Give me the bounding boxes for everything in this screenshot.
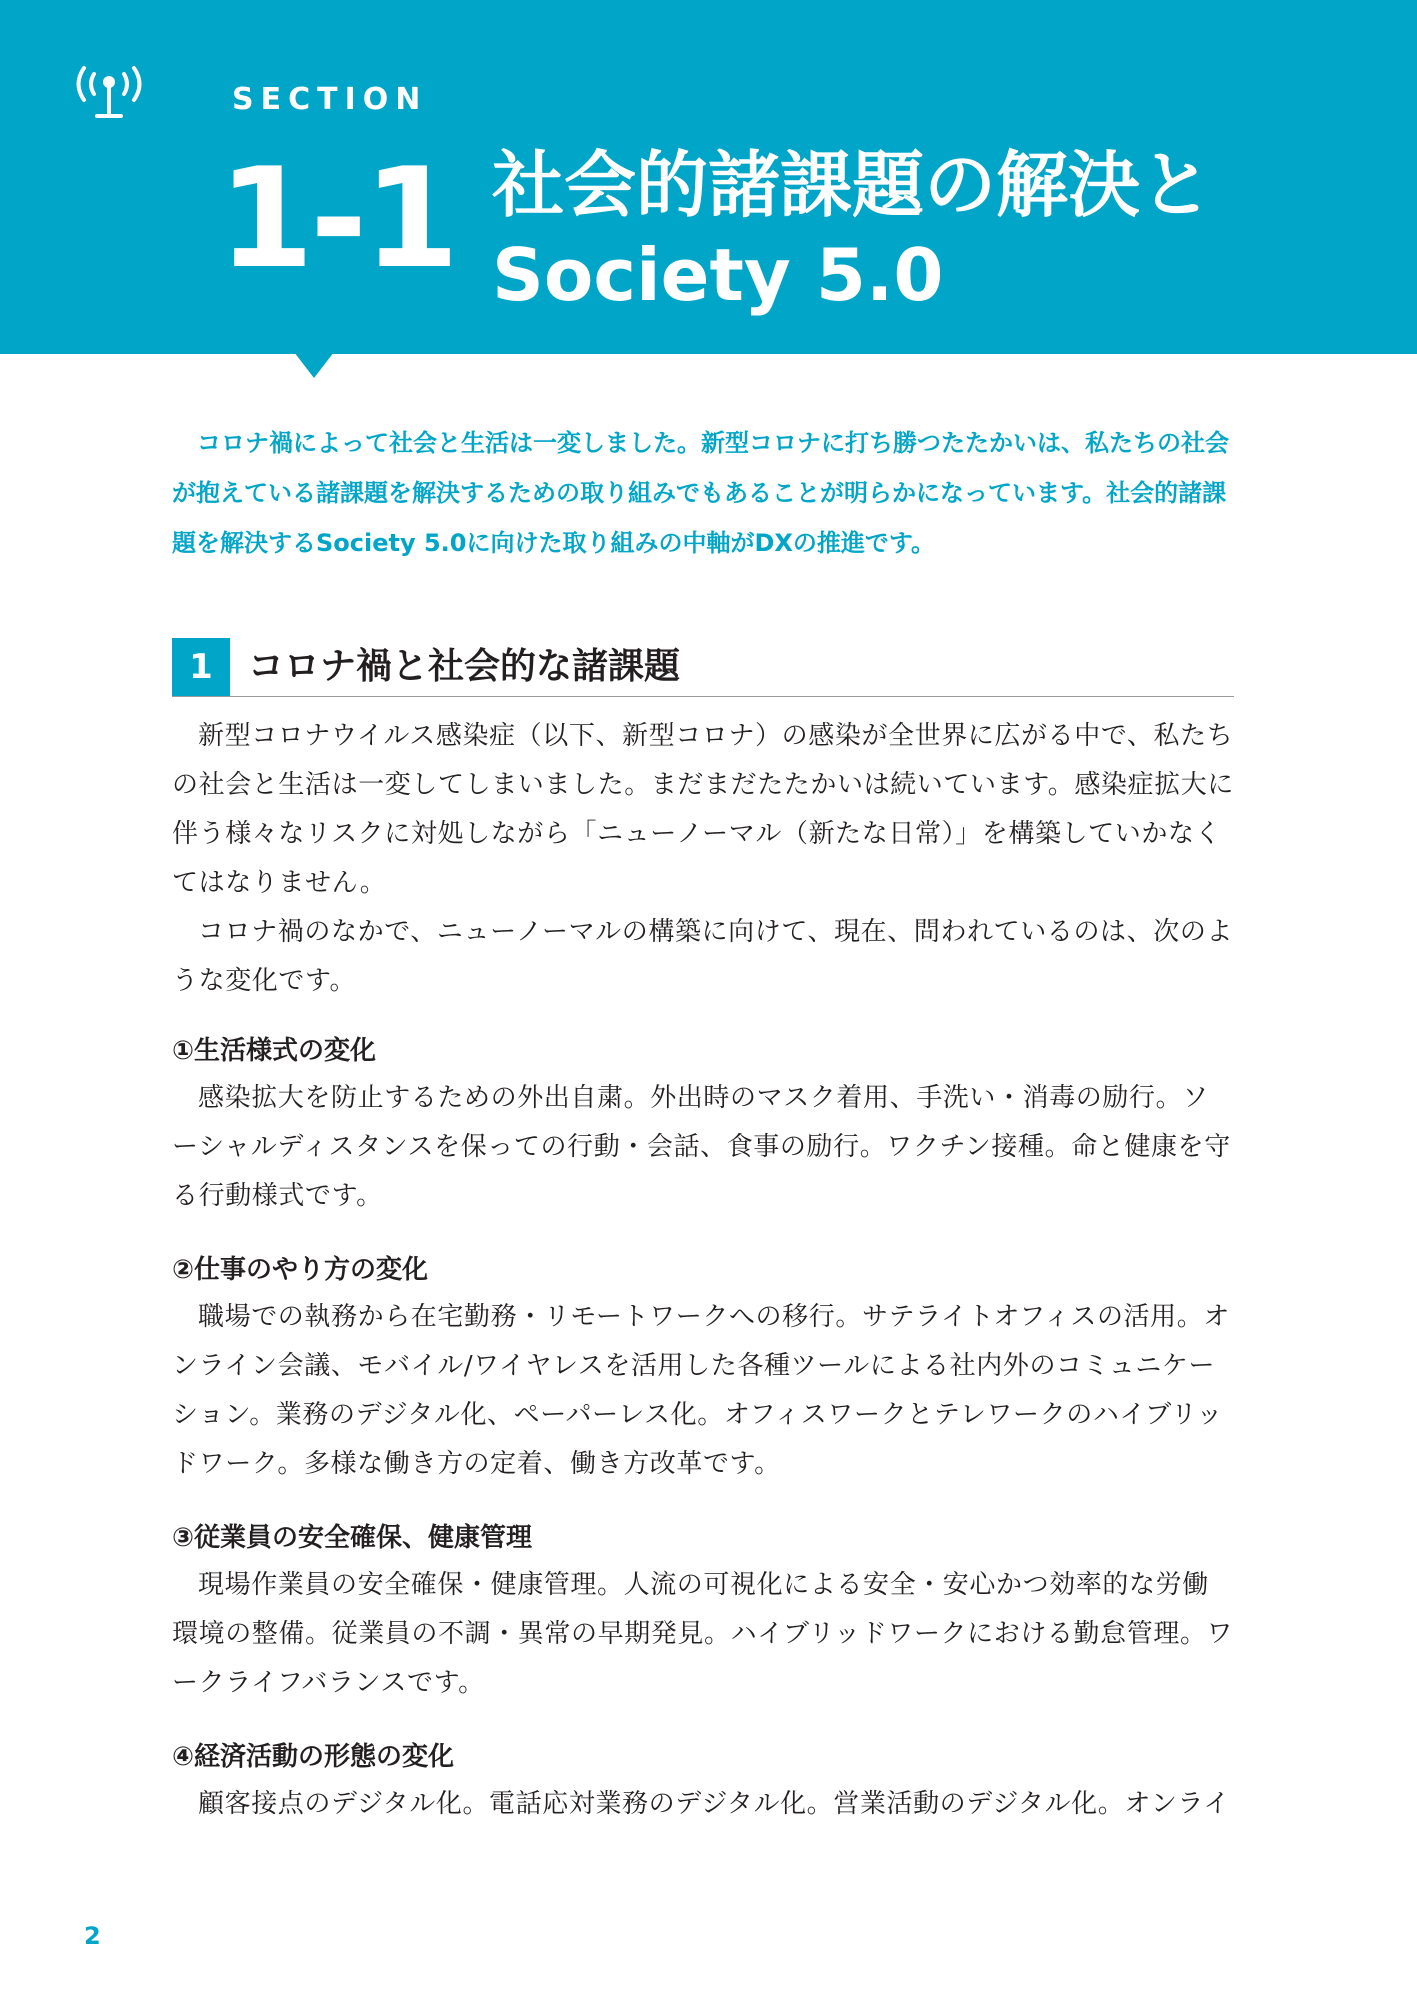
header-pointer xyxy=(294,352,334,378)
section-title-line-1: 社会的諸課題の解決と xyxy=(492,143,1213,227)
antenna-icon xyxy=(64,60,154,124)
section-header xyxy=(0,0,1417,354)
section-title xyxy=(492,140,1212,320)
subheading-employee-safety: ③従業員の安全確保、健康管理 xyxy=(172,1523,533,1553)
section-heading-number: 1 xyxy=(172,638,230,696)
section-label: SECTION xyxy=(232,82,428,117)
section-number: 1-1 xyxy=(218,138,456,299)
section-heading-text: コロナ禍と社会的な諸課題 xyxy=(248,646,681,687)
section-heading xyxy=(172,638,1234,697)
body-paragraph-1: 新型コロナウイルス感染症（以下、新型コロナ）の感染が全世界に広がる中で、私たちの社会と生活は一変してしまいました。まだまだたたかいは続いています。感染症拡大に伴う様々なリスクに対処しながら「ニューノーマル（新たな日常）」を構築していかなくてはなりません。 xyxy=(172,721,1234,898)
lead-paragraph: コロナ禍によって社会と生活は一変しました。新型コロナに打ち勝つたたかいは、私たちの社会が抱えている諸課題を解決するための取り組みでもあることが明らかになっています。社会的諸課題を解決するSociety 5.0に向けた取り組みの中軸がDXの推進です。 xyxy=(172,429,1229,557)
body-economic-activity: 顧客接点のデジタル化。電話応対業務のデジタル化。営業活動のデジタル化。オンライ xyxy=(198,1789,1230,1819)
body-lifestyle: 感染拡大を防止するための外出自粛。外出時のマスク着用、手洗い・消毒の励行。ソーシャルディスタンスを保っての行動・会話、食事の励行。ワクチン接種。命と健康を守る行動様式です。 xyxy=(172,1083,1231,1211)
body-employee-safety: 現場作業員の安全確保・健康管理。人流の可視化による安全・安心かつ効率的な労働環境の整備。従業員の不調・異常の早期発見。ハイブリッドワークにおける勤怠管理。ワークライフバランスです。 xyxy=(172,1570,1234,1698)
subheading-work-style: ②仕事のやり方の変化 xyxy=(172,1255,429,1285)
body-work-style: 職場での執務から在宅勤務・リモートワークへの移行。サテライトオフィスの活用。オンライン会議、モバイル/ワイヤレスを活用した各種ツールによる社内外のコミュニケーション。業務のデジタル化、ペーパーレス化。オフィスワークとテレワークのハイブリッドワーク。多様な働き方の定着、働き方改革です。 xyxy=(172,1302,1230,1479)
page-number: 2 xyxy=(84,1922,101,1950)
subheading-economic-activity: ④経済活動の形態の変化 xyxy=(172,1742,455,1772)
section-title-line-2: Society 5.0 xyxy=(492,233,944,317)
body-paragraph-2: コロナ禍のなかで、ニューノーマルの構築に向けて、現在、問われているのは、次のような変化です。 xyxy=(172,917,1234,996)
subheading-lifestyle: ①生活様式の変化 xyxy=(172,1036,377,1066)
